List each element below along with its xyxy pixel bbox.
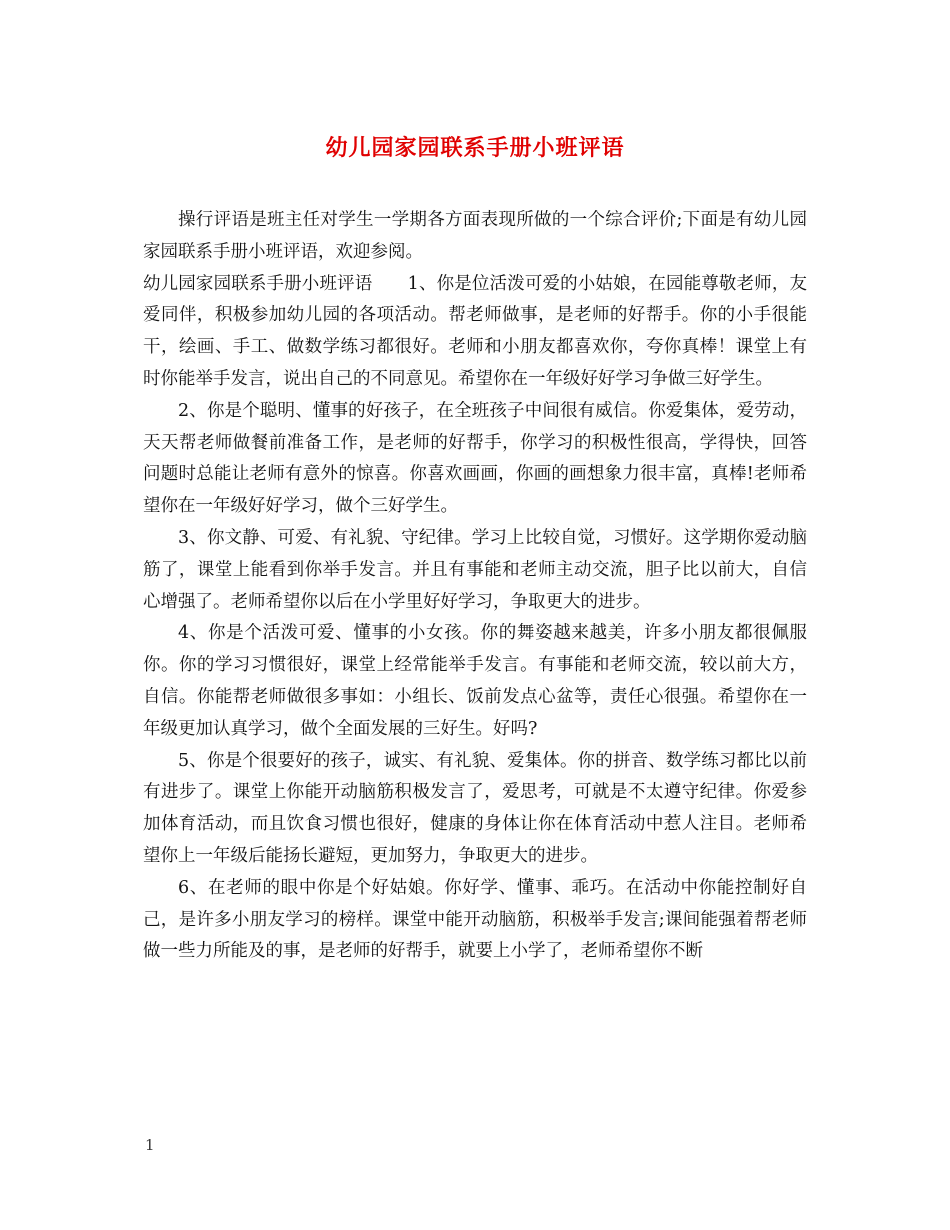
comment-paragraph-3: 3、你文静、可爱、有礼貌、守纪律。学习上比较自觉，习惯好。这学期你爱动脑筋了，课堂上能看到你举手发言。并且有事能和老师主动交流，胆子比以前大，自信心增强了。老师希望你以后在小学里好好学习，争取更大的进步。 bbox=[143, 527, 807, 612]
document-title: 幼儿园家园联系手册小班评语 bbox=[325, 135, 625, 161]
comment-paragraph-5: 5、你是个很要好的孩子，诚实、有礼貌、爱集体。你的拼音、数学练习都比以前有进步了。课堂上你能开动脑筋积极发言了，爱思考，可就是不太遵守纪律。你爱参加体育活动，而且饮食习惯也很好，健康的身体让你在体育活动中惹人注目。老师希望你上一年级后能扬长避短，更加努力，争取更大的进步。 bbox=[143, 750, 807, 866]
comment-paragraph-6: 6、在老师的眼中你是个好姑娘。你好学、懂事、乖巧。在活动中你能控制好自己，是许多小朋友学习的榜样。课堂中能开动脑筋，积极举手发言;课间能强着帮老师做一些力所能及的事，是老师的好帮手，就要上小学了，老师希望你不断 bbox=[143, 877, 807, 962]
comment-paragraph-1: 幼儿园家园联系手册小班评语 1、你是位活泼可爱的小姑娘，在园能尊敬老师，友爱同伴，积极参加幼儿园的各项活动。帮老师做事，是老师的好帮手。你的小手很能干，绘画、手工、做数学练习都很好。老师和小朋友都喜欢你，夸你真棒！课堂上有时你能举手发言，说出自己的不同意见。希望你在一年级好好学习争做三好学生。 bbox=[143, 273, 807, 389]
intro-paragraph: 操行评语是班主任对学生一学期各方面表现所做的一个综合评价;下面是有幼儿园家园联系手册小班评语，欢迎参阅。 bbox=[143, 210, 807, 262]
document-body bbox=[143, 205, 807, 968]
comment-paragraph-2: 2、你是个聪明、懂事的好孩子，在全班孩子中间很有威信。你爱集体，爱劳动，天天帮老师做餐前准备工作，是老师的好帮手，你学习的积极性很高，学得快，回答问题时总能让老师有意外的惊喜。你喜欢画画，你画的画想象力很丰富，真棒!老师希望你在一年级好好学习，做个三好学生。 bbox=[143, 400, 807, 517]
comment-paragraph-4: 4、你是个活泼可爱、懂事的小女孩。你的舞姿越来越美，许多小朋友都很佩服你。你的学习习惯很好，课堂上经常能举手发言。有事能和老师交流，较以前大方，自信。你能帮老师做很多事如：小组长、饭前发点心盆等，责任心很强。希望你在一年级更加认真学习，做个全面发展的三好生。好吗? bbox=[143, 623, 807, 739]
page-number: 1 bbox=[145, 1136, 155, 1154]
